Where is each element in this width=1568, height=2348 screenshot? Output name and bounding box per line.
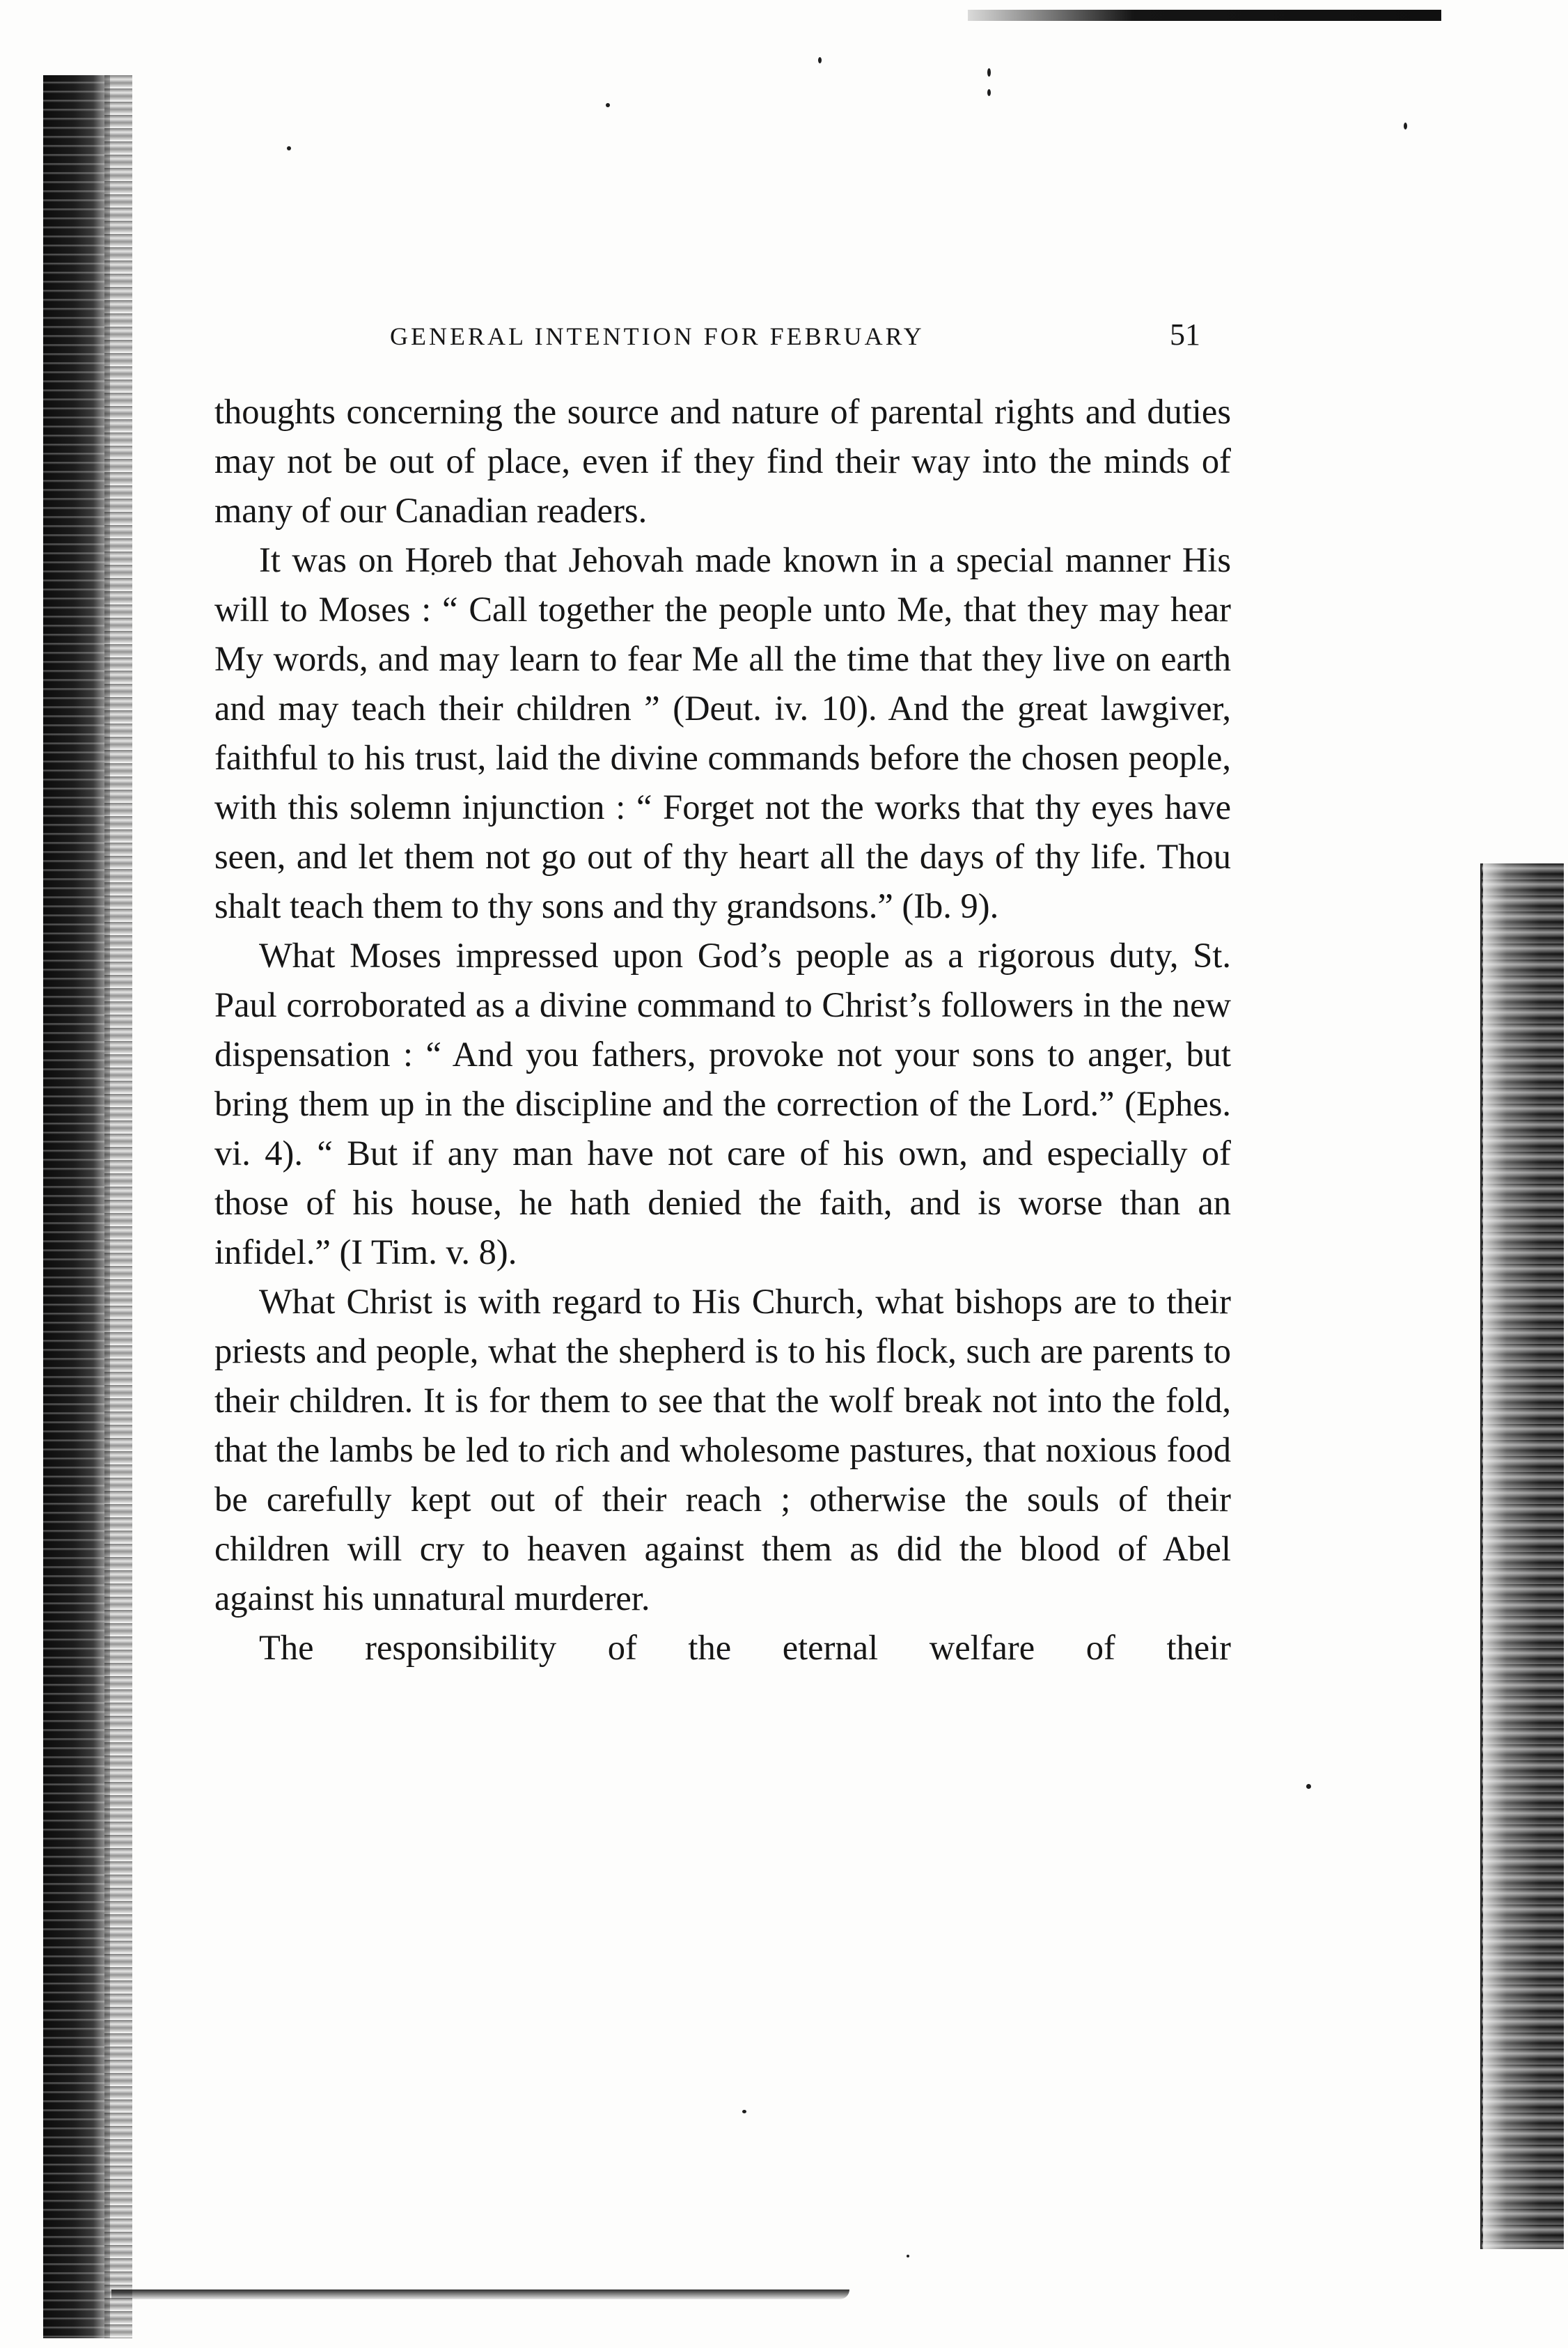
scan-bottom-edge: [111, 2290, 849, 2299]
scan-speck: [1404, 123, 1407, 130]
scan-speck: [287, 146, 291, 150]
scan-binding-edge: [43, 75, 110, 2338]
scan-binding-fray: [104, 75, 132, 2338]
paragraph: It was on Horeb that Jehovah made known in a special manner His will to Moses : “ Call together the people unto Me, that they may hear My words, and may learn to fear Me all the time that they live on earth and may teach their children ” (Deut. iv. 10). And the great lawgiver, faithful to his trust, laid the divine commands before the chosen people, with this solemn injunction : “ Forget not the works that thy eyes have seen, and let them not go out of thy heart all the days of thy life. Thou shalt teach them to thy sons and thy grandsons.” (Ib. 9).: [214, 540, 1231, 925]
body-text: [214, 387, 1231, 1673]
paragraph: thoughts concerning the source and nature of parental rights and duties may not be out of place, even if they find their way into the minds of many of our Canadian readers.: [214, 392, 1231, 530]
scan-speck: [987, 68, 991, 77]
running-head: GENERAL INTENTION FOR FEBRUARY: [390, 322, 925, 350]
page-number: 51: [1170, 318, 1200, 352]
scan-speck: [907, 2255, 909, 2257]
scan-speck: [606, 103, 610, 107]
paragraph: What Moses impressed upon God’s people as a rigorous duty, St. Paul corroborated as a divine command to Christ’s followers in the new dispensation : “ And you fathers, provoke not your sons to anger, but bring them up in the discipline and the correction of the Lord.” (Ephes. vi. 4). “ But if any man have not care of his own, and especially of those of his house, he hath denied the faith, and is worse than an infidel.” (I Tim. v. 8).: [214, 936, 1231, 1271]
scan-speck: [742, 2110, 746, 2113]
scan-speck: [818, 57, 822, 63]
scan-speck: [1306, 1784, 1311, 1789]
scan-right-edge: [1482, 863, 1564, 2249]
scan-top-rule: [968, 10, 1441, 21]
scan-speck: [987, 89, 991, 96]
paragraph: The responsibility of the eternal welfare of their: [259, 1628, 1231, 1667]
paragraph: What Christ is with regard to His Church, what bishops are to their priests and people, what the shepherd is to his flock, such are parents to their children. It is for them to see that the wolf break not into the fold, that the lambs be led to rich and wholesome pastures, that noxious food be carefully kept out of their reach ; otherwise the souls of their children will cry to heaven against them as did the blood of Abel against his unnatural murderer.: [214, 1282, 1231, 1618]
